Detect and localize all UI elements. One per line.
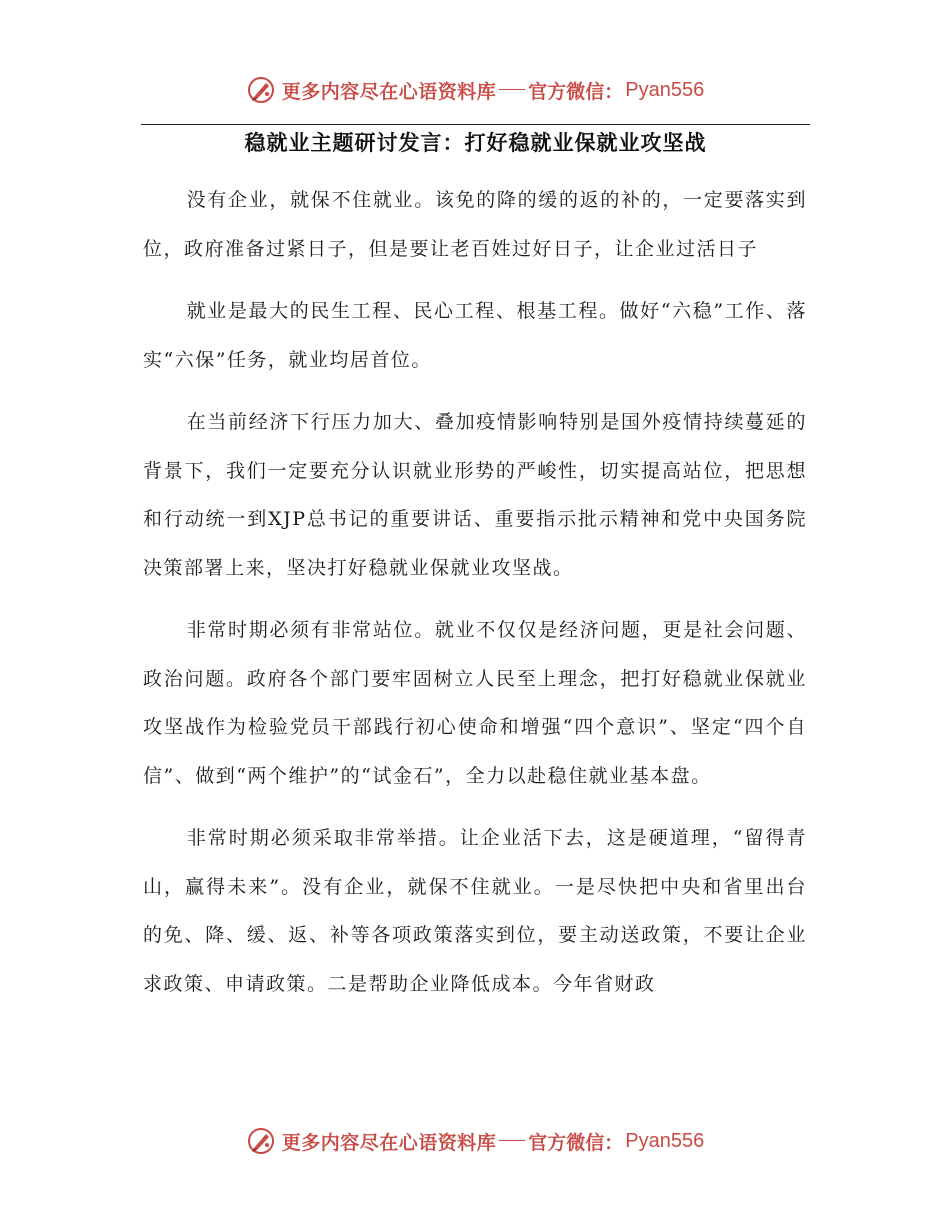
quill-pen-logo-icon <box>246 75 276 105</box>
header-divider <box>141 124 810 125</box>
header-brand-text: 更多内容尽在心语资料库 <box>281 80 497 103</box>
header-dash <box>499 89 525 90</box>
footer-official-label: 官方微信： <box>528 1131 624 1154</box>
paragraph: 非常时期必须有非常站位。就业不仅仅是经济问题，更是社会问题、政治问题。政府各个部门要牢固树立人民至上理念，把打好稳就业保就业攻坚战作为检验党员干部践行初心使命和增强“四个意识”、坚定“四个自信”、做到“两个维护”的“试金石”，全力以赴稳住就业基本盘。 <box>143 619 807 787</box>
header-official-label: 官方微信： <box>528 80 624 103</box>
document-body <box>143 176 807 1022</box>
footer-dash <box>499 1140 525 1141</box>
footer-brand-text: 更多内容尽在心语资料库 <box>281 1131 497 1154</box>
paragraph: 非常时期必须采取非常举措。让企业活下去，这是硬道理，“留得青山，赢得未来”。没有企业，就保不住就业。一是尽快把中央和省里出台的免、降、缓、返、补等各项政策落实到位，要主动送政策，不要让企业求政策、申请政策。二是帮助企业降低成本。今年省财政 <box>143 827 807 995</box>
footer-banner <box>0 1121 950 1161</box>
paragraph: 在当前经济下行压力加大、叠加疫情影响特别是国外疫情持续蔓延的背景下，我们一定要充分认识就业形势的严峻性，切实提高站位，把思想和行动统一到XJP总书记的重要讲话、重要指示批示精神和党中央国务院决策部署上来，坚决打好稳就业保就业攻坚战。 <box>143 411 807 579</box>
header-banner <box>0 70 950 110</box>
header-wechat-id: Pyan556 <box>625 78 705 101</box>
paragraph: 就业是最大的民生工程、民心工程、根基工程。做好“六稳”工作、落实“六保”任务，就业均居首位。 <box>143 300 807 371</box>
quill-pen-logo-icon <box>246 1126 276 1156</box>
paragraph: 没有企业，就保不住就业。该免的降的缓的返的补的，一定要落实到位，政府准备过紧日子，但是要让老百姓过好日子，让企业过活日子 <box>143 189 807 260</box>
document-title: 稳就业主题研讨发言：打好稳就业保就业攻坚战 <box>244 130 707 155</box>
footer-wechat-id: Pyan556 <box>625 1129 705 1152</box>
